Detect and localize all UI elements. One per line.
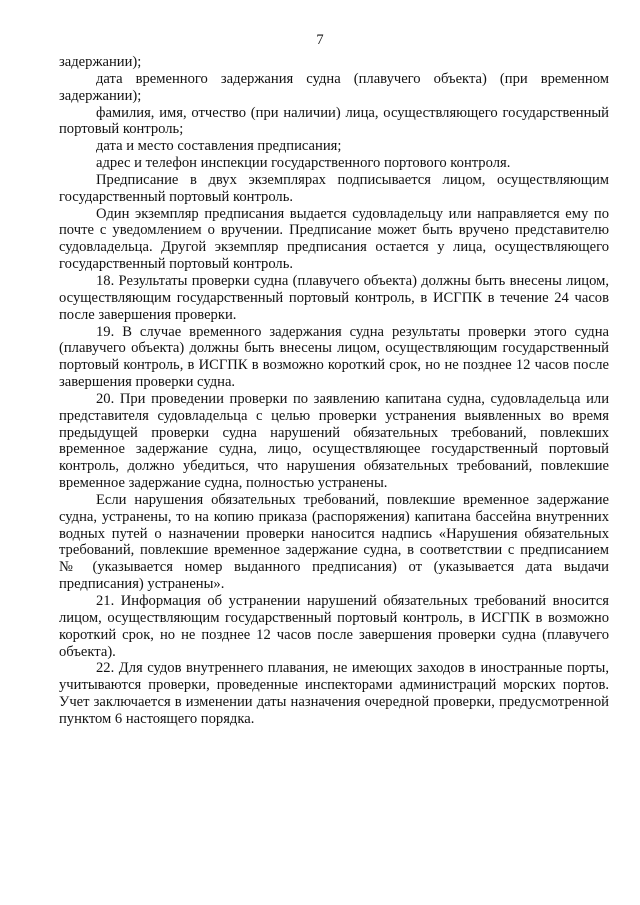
paragraph-item-22: 22. Для судов внутреннего плавания, не имеющих заходов в иностранные порты, учитываются проверки, проведенные инспекторами администраций морских портов. Учет заключается в изменении даты назначения очередной проверки, предусмотренной пунктом 6 настоящего порядка. [59, 660, 609, 727]
paragraph-inspection-contacts: адрес и телефон инспекции государственного портового контроля. [96, 155, 511, 172]
paragraph-inspector-name: фамилия, имя, отчество (при наличии) лица, осуществляющего государственный портовый контроль; [59, 104, 609, 138]
paragraph-item-20-continued: Если нарушения обязательных требований, повлекшие временное задержание судна, устранены, то на копию приказа (распоряжения) капитана бассейна внутренних водных путей о назначении проверки наносится надпись «Нарушения обязательных требований, повлекшие временное задержание судна, в соответствии с предписанием № (указывается номер выданного предписания) от (указывается дата выдачи предписания) устранены». [59, 491, 609, 593]
page-number: 7 [316, 32, 324, 48]
paragraph-item-20: 20. При проведении проверки по заявлению капитана судна, судовладельца или представителя судовладельца с целью проверки устранения выявленных во время предыдущей проверки судна нарушений обязательных требований, повлекших временное задержание судна, лицо, осуществляющее государственный портовый контроль, должно убедиться, что нарушения обязательных требований, повлекшие временное задержание судна, полностью устранены. [59, 390, 609, 492]
paragraph-item-18: 18. Результаты проверки судна (плавучего объекта) должны быть внесены лицом, осуществляющим государственный портовый контроль, в ИСГПК в течение 24 часов после завершения проверки. [59, 272, 609, 323]
paragraph-item-21: 21. Информация об устранении нарушений обязательных требований вносится лицом, осуществляющим государственный портовый контроль, в ИСГПК в возможно короткий срок, но не позднее 12 часов после завершения проверки судна (плавучего объекта). [59, 593, 609, 660]
paragraph-detention-date: дата временного задержания судна (плавучего объекта) (при временном задержании); [59, 70, 609, 104]
paragraph-continuation: задержании); [59, 54, 142, 70]
paragraph-item-19: 19. В случае временного задержания судна результаты проверки этого судна (плавучего объекта) должны быть внесены лицом, осуществляющим государственный портовый контроль, в ИСГПК в возможно короткий срок, но не позднее 12 часов после завершения проверки судна. [59, 323, 609, 391]
paragraph-order-date-place: дата и место составления предписания; [96, 138, 342, 155]
paragraph-order-delivery: Один экземпляр предписания выдается судовладельцу или направляется ему по почте с уведомлением о вручении. Предписание может быть вручено представителю судовладельца. Другой экземпляр предписания остается у лица, осуществляющего государственный портовый контроль. [59, 205, 609, 273]
document-body [59, 54, 609, 728]
paragraph-order-signing: Предписание в двух экземплярах подписывается лицом, осуществляющим государственный портовый контроль. [59, 171, 609, 205]
